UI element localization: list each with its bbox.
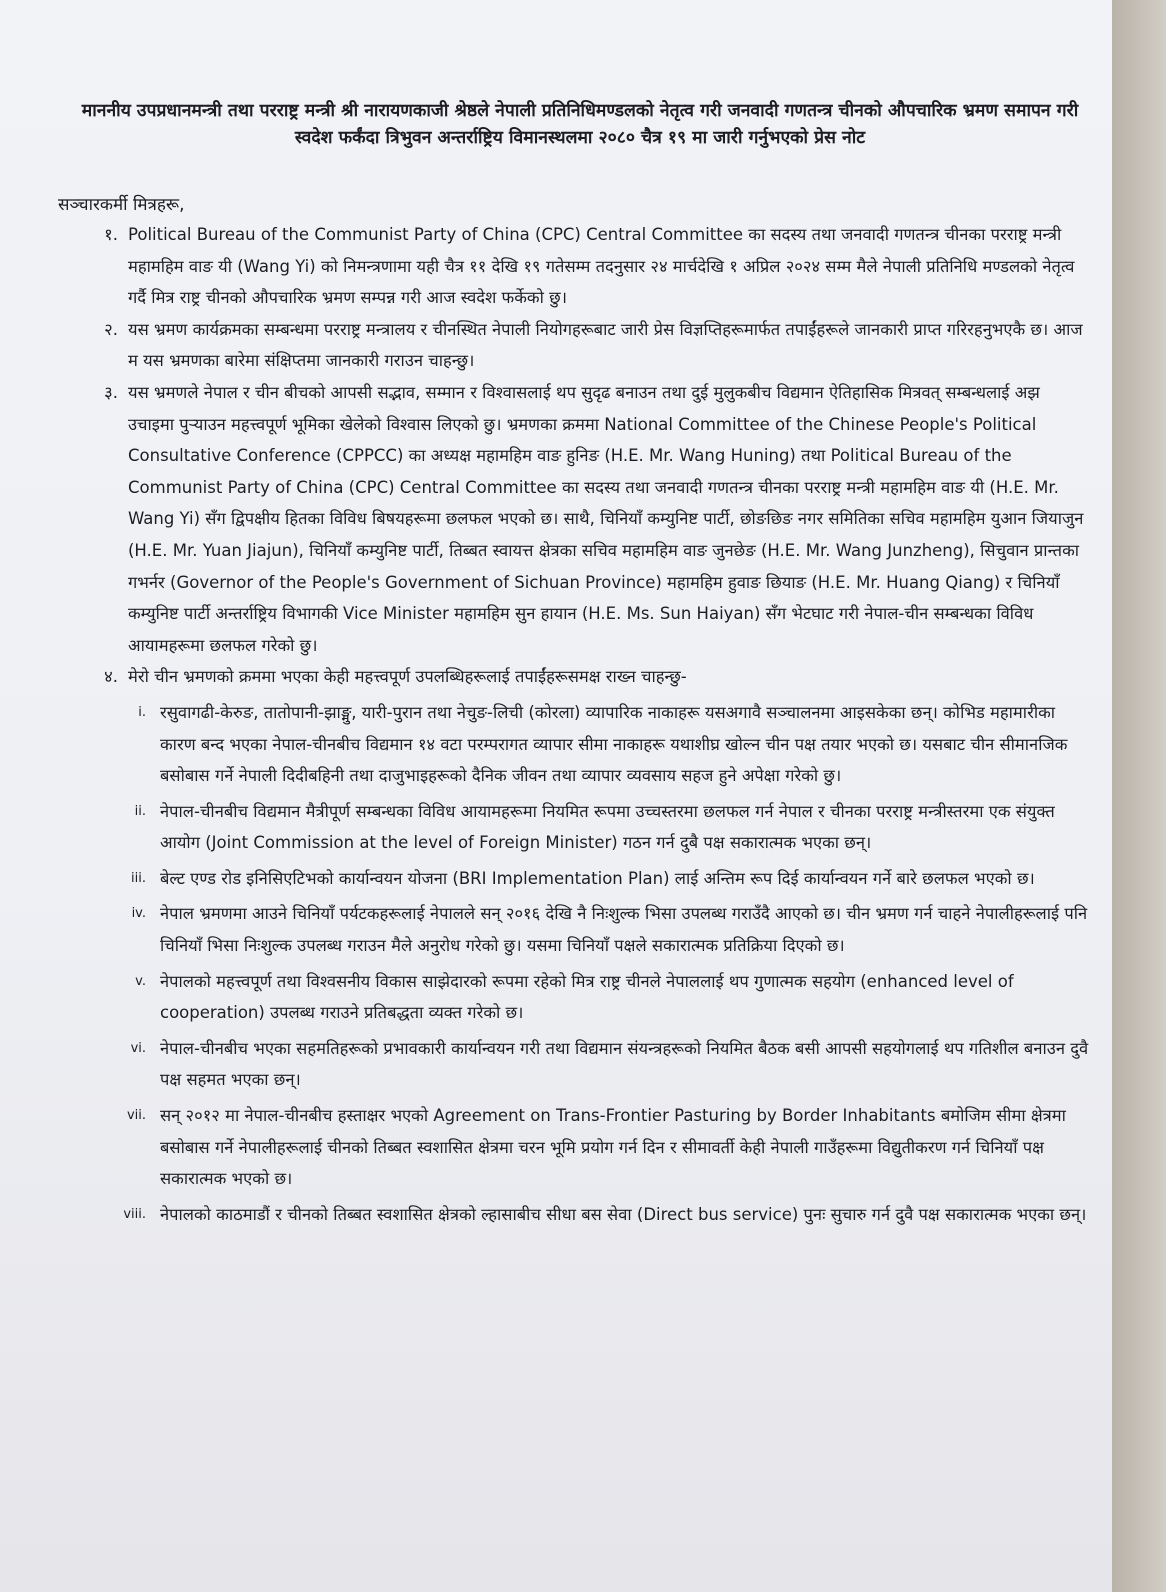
press-note — [50, 98, 1090, 1230]
item-number: २. — [104, 319, 118, 339]
roman-subitem — [50, 966, 1090, 1029]
item-text: यस भ्रमण कार्यक्रमका सम्बन्धमा परराष्ट्र मन्त्रालय र चीनस्थित नेपाली नियोगहरूबाट जारी प्रेस विज्ञप्तिहरूमार्फत तपाईंहरूले जानकारी प्राप्त गरिरहनुभएकै छ। आज म यस भ्रमणका बारेमा संक्षिप्तमा जानकारी गराउन चाहन्छु। — [128, 319, 1083, 371]
roman-subitem — [50, 1199, 1090, 1231]
subitem-text: नेपाल भ्रमणमा आउने चिनियाँ पर्यटकहरूलाई नेपालले सन् २०१६ देखि नै निःशुल्क भिसा उपलब्ध गराउँदै आएको छ। चीन भ्रमण गर्न चाहने नेपालीहरूलाई पनि चिनियाँ भिसा निःशुल्क उपलब्ध गराउन मैले अनुरोध गरेको छु। यसमा चिनियाँ पक्षले सकारात्मक प्रतिक्रिया दिएको छ। — [160, 904, 1088, 956]
item-text: Political Bureau of the Communist Party of China (CPC) Central Committee का सदस्य तथा जनवादी गणतन्त्र चीनका परराष्ट्र मन्त्री महामहिम वाङ यी (Wang Yi) को निमन्त्रणामा यही चैत्र ११ देखि १९ गतेसम्म तदनुसार २४ मार्चदेखि १ अप्रिल २०२४ सम्म मैले नेपाली प्रतिनिधि मण्डलको नेतृत्व गर्दै मित्र राष्ट्र चीनको औपचारिक भ्रमण सम्पन्न गरी आज स्वदेश फर्केको छु। — [128, 225, 1075, 308]
roman-subitem — [50, 697, 1090, 792]
document-title: माननीय उपप्रधानमन्त्री तथा परराष्ट्र मन्त्री श्री नारायणकाजी श्रेष्ठले नेपाली प्रतिनिधिमण्डलको नेतृत्व गरी जनवादी गणतन्त्र चीनको औपचारिक भ्रमण समापन गरी स्वदेश फर्कंदा त्रिभुवन अन्तर्राष्ट्रिय विमानस्थलमा २०८० चैत्र १९ मा जारी गर्नुभएको प्रेस नोट — [81, 101, 1079, 148]
item-number: ३. — [104, 382, 118, 402]
subitem-text: बेल्ट एण्ड रोड इनिसिएटिभको कार्यान्वयन योजना (BRI Implementation Plan) लाई अन्तिम रूप दिई कार्यान्वयन गर्ने बारे छलफल भएको छ। — [160, 868, 1035, 888]
subitem-number: iv. — [131, 906, 146, 922]
roman-subitem — [50, 898, 1090, 961]
item-text: मेरो चीन भ्रमणको क्रममा भएका केही महत्त्वपूर्ण उपलब्धिहरूलाई तपाईंहरूसमक्ष राख्न चाहन्छु- — [128, 667, 687, 687]
subitem-number: vi. — [130, 1040, 146, 1056]
subitem-number: v. — [135, 973, 146, 989]
item-number: ४. — [104, 667, 118, 687]
subitem-text: नेपाल-चीनबीच भएका सहमतिहरूको प्रभावकारी कार्यान्वयन गरी तथा विद्यमान संयन्त्रहरूको नियमित बैठक बसी आपसी सहयोगलाई थप गतिशील बनाउन दुवै पक्ष सहमत भएका छन्। — [160, 1038, 1089, 1090]
subitem-text: रसुवागढी-केरुङ, तातोपानी-झाङ्मु, यारी-पुरान तथा नेचुङ-लिची (कोरला) व्यापारिक नाकाहरू यसअगावै सञ्चालनमा आइसकेका छन्। कोभिड महामारीका कारण बन्द भएका नेपाल-चीनबीच विद्यमान १४ वटा परम्परागत व्यापार सीमा नाकाहरू यथाशीघ्र खोल्न चीन पक्ष तयार भएको छ। यसबाट चीन सीमानजिक बसोबास गर्ने नेपाली दिदीबहिनी तथा दाजुभाइहरूको दैनिक जीवन तथा व्यापार व्यवसाय सहज हुने अपेक्षा गरेको छु। — [160, 702, 1068, 786]
roman-subitem — [50, 863, 1090, 895]
roman-subitem — [50, 1033, 1090, 1096]
subitem-text: नेपालको काठमाडौं र चीनको तिब्बत स्वशासित क्षेत्रको ल्हासाबीच सीधा बस सेवा (Direct bus service) पुनः सुचारु गर्न दुवै पक्ष सकारात्मक भएका छन्। — [160, 1204, 1087, 1224]
roman-subitem — [50, 796, 1090, 859]
subitem-number: vii. — [126, 1108, 146, 1124]
numbered-item — [50, 314, 1090, 377]
subitem-text: नेपालको महत्त्वपूर्ण तथा विश्वसनीय विकास साझेदारको रूपमा रहेको मित्र राष्ट्र चीनले नेपाललाई थप गुणात्मक सहयोग (enhanced level of cooperation) उपलब्ध गराउने प्रतिबद्धता व्यक्त गरेको छ। — [160, 971, 1014, 1023]
numbered-item — [50, 219, 1090, 314]
subitem-text: नेपाल-चीनबीच विद्यमान मैत्रीपूर्ण सम्बन्धका विविध आयामहरूमा नियमित रूपमा उच्चस्तरमा छलफल गर्न नेपाल र चीनका परराष्ट्र मन्त्रीस्तरमा एक संयुक्त आयोग (Joint Commission at the level of Foreign Minister) गठन गर्न दुबै पक्ष सकारात्मक भएका छन्। — [160, 801, 1055, 853]
subitem-number: iii. — [131, 870, 146, 886]
subitem-number: ii. — [134, 803, 146, 819]
subitem-number: i. — [138, 704, 146, 720]
background-surface — [1112, 0, 1166, 1592]
item-number: १. — [104, 225, 118, 244]
numbered-item — [50, 377, 1090, 661]
subitem-number: viii. — [123, 1206, 146, 1222]
subitem-text: सन् २०१२ मा नेपाल-चीनबीच हस्ताक्षर भएको Agreement on Trans-Frontier Pasturing by Border Inhabitants बमोजिम सीमा क्षेत्रमा बसोबास गर्ने नेपालीहरूलाई चीनको तिब्बत स्वशासित क्षेत्रमा चरन भूमि प्रयोग गर्न दिन र सीमावर्ती केही नेपाली गाउँहरूमा विद्युतीकरण गर्न चिनियाँ पक्ष सकारात्मक भएको छ। — [160, 1106, 1066, 1189]
salutation: सञ्चारकर्मी मित्रहरू, — [58, 195, 185, 215]
roman-subitem — [50, 1100, 1090, 1195]
numbered-item — [50, 661, 1090, 693]
item-text: यस भ्रमणले नेपाल र चीन बीचको आपसी सद्भाव, सम्मान र विश्वासलाई थप सुदृढ बनाउन तथा दुई मुलुकबीच विद्यमान ऐतिहासिक मित्रवत् सम्बन्धलाई अझ उचाइमा पुऱ्याउन महत्त्वपूर्ण भूमिका खेलेको विश्वास लिएको छु। भ्रमणका क्रममा National Committee of the Chinese People's Political Consultative Conference (CPPCC) का अध्यक्ष महामहिम वाङ हुनिङ (H.E. Mr. Wang Huning) तथा Political Bureau of the Communist Party of China (CPC) Central Committee का सदस्य तथा जनवादी गणतन्त्र चीनका परराष्ट्र मन्त्री महामहिम वाङ यी (H.E. Mr. Wang Yi) सँग द्विपक्षीय हितका विविध बिषयहरूमा छलफल भएको छ। साथै, चिनियाँ कम्युनिष्ट पार्टी, छोङछिङ नगर समितिका सचिव महामहिम युआन जियाजुन (H.E. Mr. Yuan Jiajun), चिनियाँ कम्युनिष्ट पार्टी, तिब्बत स्वायत्त क्षेत्रका सचिव महामहिम वाङ जुनछेङ (H.E. Mr. Wang Junzheng), सिचुवान प्रान्तका गभर्नर (Governor of the People's Government of Sichuan Province) महामहिम हुवाङ छियाङ (H.E. Mr. Huang Qiang) र चिनियाँ कम्युनिष्ट पार्टी अन्तर्राष्ट्रिय विभागकी Vice Minister महामहिम सुन हायान (H.E. Ms. Sun Haiyan) सँग भेटघाट गरी नेपाल-चीन सम्बन्धका विविध आयामहरूमा छलफल गरेको छु। — [128, 382, 1084, 655]
